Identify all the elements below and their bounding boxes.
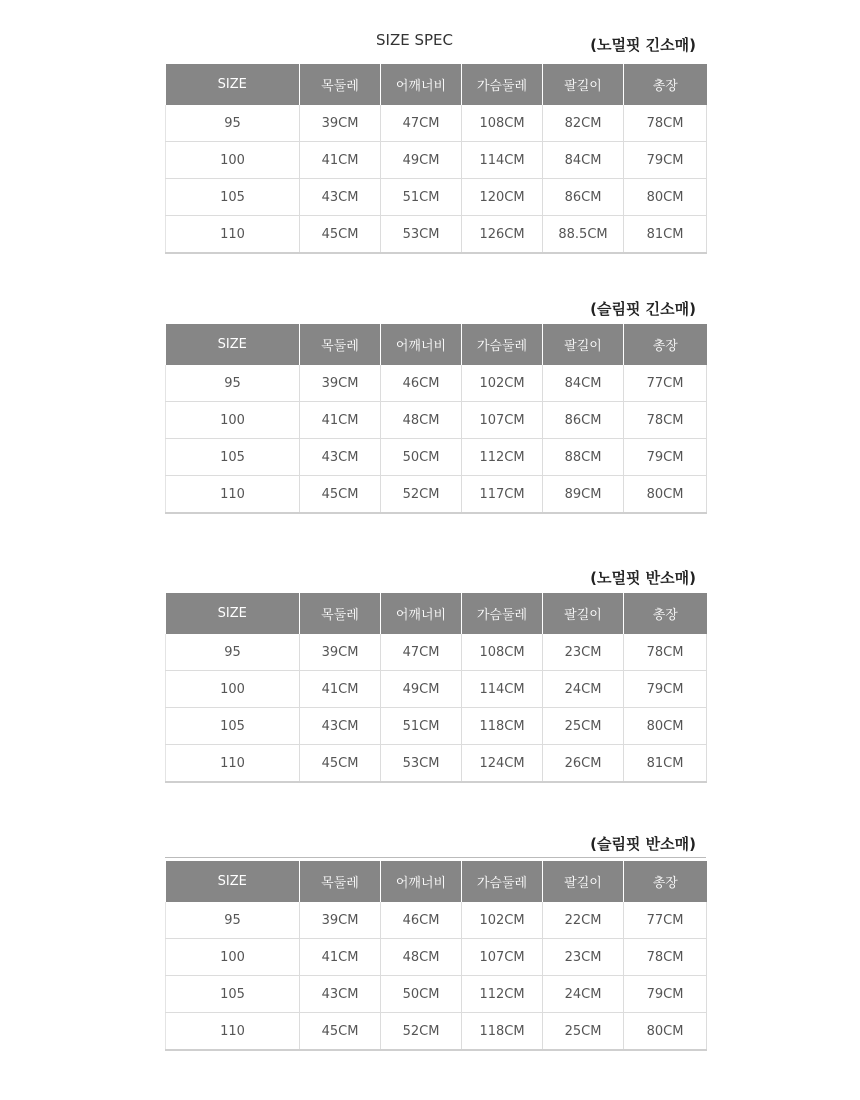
cell-sleeve: 23CM [543, 939, 624, 976]
cell-length: 81CM [624, 745, 707, 783]
cell-length: 80CM [624, 179, 707, 216]
cell-chest: 102CM [462, 902, 543, 939]
header-row [166, 324, 707, 365]
cell-neck: 43CM [300, 708, 381, 745]
cell-chest: 120CM [462, 179, 543, 216]
table-row [166, 216, 707, 254]
size-spec-table [165, 593, 707, 783]
cell-length: 80CM [624, 708, 707, 745]
header-chest: 가슴둘레 [462, 64, 543, 105]
cell-size: 110 [166, 216, 300, 254]
cell-sleeve: 84CM [543, 142, 624, 179]
table-row [166, 402, 707, 439]
cell-chest: 107CM [462, 939, 543, 976]
table-row [166, 142, 707, 179]
cell-sleeve: 24CM [543, 671, 624, 708]
cell-length: 78CM [624, 402, 707, 439]
cell-neck: 45CM [300, 476, 381, 514]
cell-length: 77CM [624, 902, 707, 939]
cell-size: 95 [166, 902, 300, 939]
header-chest: 가슴둘레 [462, 861, 543, 902]
cell-shoulder: 51CM [381, 708, 462, 745]
header-size: SIZE [166, 861, 300, 902]
cell-sleeve: 22CM [543, 902, 624, 939]
table-row [166, 634, 707, 671]
cell-shoulder: 53CM [381, 745, 462, 783]
header-neck: 목둘레 [300, 64, 381, 105]
cell-chest: 108CM [462, 634, 543, 671]
table-row [166, 745, 707, 783]
cell-length: 79CM [624, 976, 707, 1013]
header-neck: 목둘레 [300, 593, 381, 634]
cell-size: 100 [166, 142, 300, 179]
header-neck: 목둘레 [300, 324, 381, 365]
cell-chest: 112CM [462, 439, 543, 476]
cell-length: 79CM [624, 671, 707, 708]
cell-chest: 114CM [462, 671, 543, 708]
table-row [166, 105, 707, 142]
table-row [166, 365, 707, 402]
cell-neck: 41CM [300, 142, 381, 179]
header-sleeve: 팔길이 [543, 593, 624, 634]
cell-chest: 107CM [462, 402, 543, 439]
header-chest: 가슴둘레 [462, 324, 543, 365]
cell-size: 105 [166, 179, 300, 216]
cell-length: 79CM [624, 142, 707, 179]
cell-sleeve: 86CM [543, 402, 624, 439]
fit-label: (노멀핏 반소매) [590, 569, 696, 587]
header-shoulder: 어깨너비 [381, 593, 462, 634]
cell-length: 80CM [624, 476, 707, 514]
cell-length: 79CM [624, 439, 707, 476]
cell-neck: 39CM [300, 634, 381, 671]
cell-size: 110 [166, 745, 300, 783]
cell-size: 110 [166, 476, 300, 514]
cell-length: 77CM [624, 365, 707, 402]
cell-size: 100 [166, 939, 300, 976]
cell-size: 105 [166, 708, 300, 745]
cell-neck: 43CM [300, 976, 381, 1013]
cell-shoulder: 50CM [381, 439, 462, 476]
cell-shoulder: 48CM [381, 402, 462, 439]
page-title: SIZE SPEC [376, 31, 453, 49]
cell-chest: 108CM [462, 105, 543, 142]
cell-neck: 45CM [300, 1013, 381, 1051]
header-neck: 목둘레 [300, 861, 381, 902]
cell-shoulder: 50CM [381, 976, 462, 1013]
cell-neck: 39CM [300, 902, 381, 939]
header-shoulder: 어깨너비 [381, 861, 462, 902]
cell-sleeve: 84CM [543, 365, 624, 402]
header-row [166, 64, 707, 105]
cell-neck: 41CM [300, 402, 381, 439]
cell-sleeve: 88CM [543, 439, 624, 476]
header-size: SIZE [166, 324, 300, 365]
table-row [166, 976, 707, 1013]
cell-size: 95 [166, 365, 300, 402]
size-spec-table [165, 861, 707, 1051]
header-sleeve: 팔길이 [543, 861, 624, 902]
cell-shoulder: 46CM [381, 365, 462, 402]
cell-neck: 43CM [300, 439, 381, 476]
cell-size: 95 [166, 105, 300, 142]
size-spec-table [165, 324, 707, 514]
table-row [166, 1013, 707, 1051]
header-size: SIZE [166, 593, 300, 634]
cell-chest: 112CM [462, 976, 543, 1013]
cell-shoulder: 47CM [381, 105, 462, 142]
cell-shoulder: 49CM [381, 671, 462, 708]
header-length: 총장 [624, 861, 707, 902]
cell-length: 80CM [624, 1013, 707, 1051]
fit-label: (노멀핏 긴소매) [590, 36, 696, 54]
cell-sleeve: 26CM [543, 745, 624, 783]
cell-neck: 39CM [300, 105, 381, 142]
cell-shoulder: 53CM [381, 216, 462, 254]
header-size: SIZE [166, 64, 300, 105]
cell-chest: 114CM [462, 142, 543, 179]
cell-shoulder: 51CM [381, 179, 462, 216]
cell-shoulder: 46CM [381, 902, 462, 939]
cell-chest: 124CM [462, 745, 543, 783]
cell-size: 95 [166, 634, 300, 671]
cell-neck: 43CM [300, 179, 381, 216]
table-row [166, 939, 707, 976]
cell-chest: 102CM [462, 365, 543, 402]
header-sleeve: 팔길이 [543, 324, 624, 365]
cell-sleeve: 89CM [543, 476, 624, 514]
cell-length: 81CM [624, 216, 707, 254]
header-length: 총장 [624, 64, 707, 105]
cell-length: 78CM [624, 634, 707, 671]
table-row [166, 708, 707, 745]
header-shoulder: 어깨너비 [381, 64, 462, 105]
cell-shoulder: 48CM [381, 939, 462, 976]
cell-shoulder: 52CM [381, 476, 462, 514]
cell-sleeve: 88.5CM [543, 216, 624, 254]
cell-neck: 39CM [300, 365, 381, 402]
cell-chest: 126CM [462, 216, 543, 254]
header-length: 총장 [624, 593, 707, 634]
cell-size: 105 [166, 439, 300, 476]
cell-sleeve: 82CM [543, 105, 624, 142]
cell-sleeve: 23CM [543, 634, 624, 671]
header-shoulder: 어깨너비 [381, 324, 462, 365]
table-row [166, 439, 707, 476]
cell-shoulder: 52CM [381, 1013, 462, 1051]
cell-sleeve: 86CM [543, 179, 624, 216]
cell-neck: 41CM [300, 671, 381, 708]
cell-chest: 117CM [462, 476, 543, 514]
cell-size: 105 [166, 976, 300, 1013]
header-length: 총장 [624, 324, 707, 365]
cell-sleeve: 25CM [543, 1013, 624, 1051]
table-row [166, 671, 707, 708]
table-row [166, 179, 707, 216]
cell-shoulder: 49CM [381, 142, 462, 179]
cell-sleeve: 25CM [543, 708, 624, 745]
header-row [166, 861, 707, 902]
fit-label: (슬림핏 반소매) [590, 835, 696, 853]
table-top-rule [165, 857, 706, 858]
cell-chest: 118CM [462, 708, 543, 745]
cell-neck: 41CM [300, 939, 381, 976]
header-row [166, 593, 707, 634]
cell-shoulder: 47CM [381, 634, 462, 671]
cell-sleeve: 24CM [543, 976, 624, 1013]
cell-size: 100 [166, 402, 300, 439]
cell-neck: 45CM [300, 745, 381, 783]
cell-chest: 118CM [462, 1013, 543, 1051]
cell-length: 78CM [624, 105, 707, 142]
cell-length: 78CM [624, 939, 707, 976]
table-row [166, 476, 707, 514]
header-sleeve: 팔길이 [543, 64, 624, 105]
cell-size: 110 [166, 1013, 300, 1051]
header-chest: 가슴둘레 [462, 593, 543, 634]
cell-size: 100 [166, 671, 300, 708]
fit-label: (슬림핏 긴소매) [590, 300, 696, 318]
table-row [166, 902, 707, 939]
cell-neck: 45CM [300, 216, 381, 254]
size-spec-table [165, 64, 707, 254]
